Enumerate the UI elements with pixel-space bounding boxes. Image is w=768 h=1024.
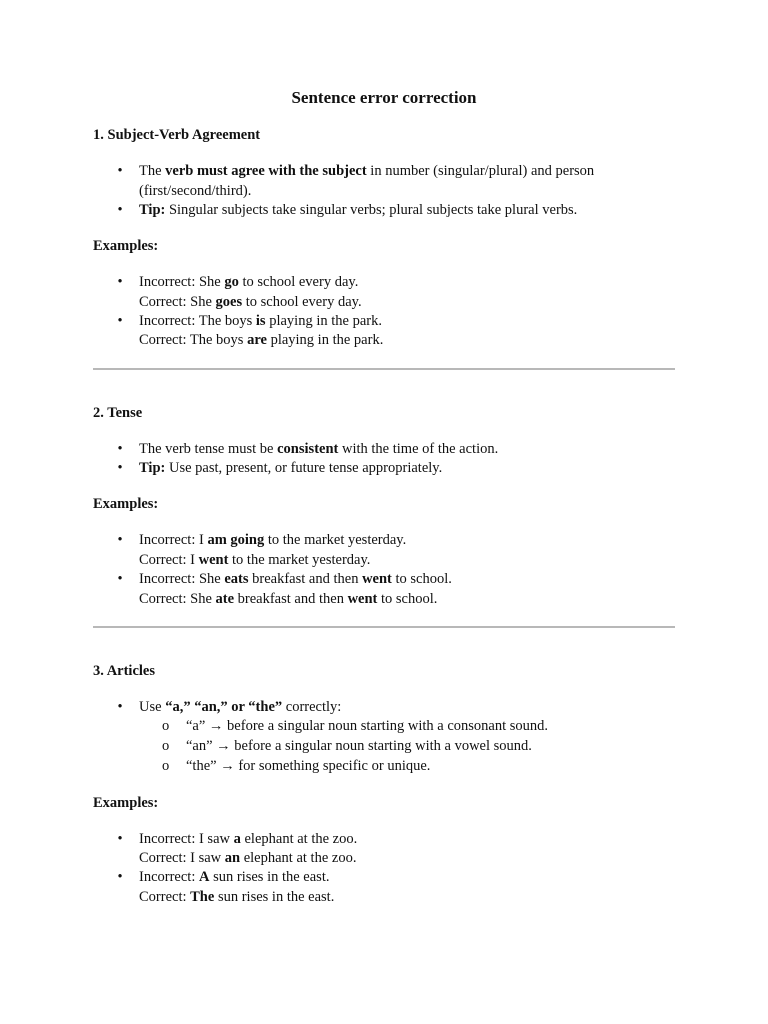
tip-point: Tip: Singular subjects take singular verbs; plural subjects take plural verbs.: [139, 202, 578, 218]
correct-example: Correct: I went to the market yesterday.: [139, 552, 371, 568]
bullet-icon: •: [117, 831, 123, 847]
correct-example: Correct: She ate breakfast and then went to school.: [139, 591, 438, 607]
bullet-icon: •: [117, 571, 123, 587]
page-title: Sentence error correction: [291, 88, 477, 107]
examples-label: Examples:: [93, 238, 159, 254]
bullet-icon: •: [117, 699, 123, 715]
section-heading-subject-verb: 1. Subject-Verb Agreement: [93, 127, 261, 143]
bullet-icon: •: [117, 460, 123, 476]
section-heading-articles: 3. Articles: [93, 663, 156, 679]
correct-example: Correct: The boys are playing in the park.: [139, 332, 384, 348]
correct-example: Correct: The sun rises in the east.: [139, 889, 335, 905]
sub-point: “an” → before a singular noun starting with a vowel sound.: [186, 738, 532, 754]
incorrect-example: Incorrect: I am going to the market yesterday.: [139, 532, 407, 548]
rule-point: The verb tense must be consistent with the time of the action.: [139, 441, 499, 457]
section-heading-tense: 2. Tense: [93, 405, 143, 421]
sub-bullet-icon: o: [162, 758, 170, 774]
tip-point: Tip: Use past, present, or future tense appropriately.: [139, 460, 443, 476]
bullet-icon: •: [117, 313, 123, 329]
sub-bullet-icon: o: [162, 718, 170, 734]
incorrect-example: Incorrect: She eats breakfast and then went to school.: [139, 571, 452, 587]
rule-point: The verb must agree with the subject in number (singular/plural) and person: [139, 163, 595, 179]
bullet-icon: •: [117, 163, 123, 179]
bullet-icon: •: [117, 869, 123, 885]
bullet-icon: •: [117, 274, 123, 290]
correct-example: Correct: She goes to school every day.: [139, 294, 362, 310]
incorrect-example: Incorrect: The boys is playing in the park.: [139, 313, 382, 329]
examples-label: Examples:: [93, 496, 159, 512]
sub-bullet-icon: o: [162, 738, 170, 754]
rule-point: Use “a,” “an,” or “the” correctly:: [139, 699, 342, 715]
incorrect-example: Incorrect: A sun rises in the east.: [139, 869, 330, 885]
examples-label: Examples:: [93, 795, 159, 811]
incorrect-example: Incorrect: I saw a elephant at the zoo.: [139, 831, 358, 847]
sub-point: “the” → for something specific or unique.: [186, 758, 431, 774]
bullet-icon: •: [117, 441, 123, 457]
sub-point: “a” → before a singular noun starting with a consonant sound.: [186, 718, 549, 734]
section-divider: [93, 626, 675, 628]
bullet-icon: •: [117, 532, 123, 548]
bullet-icon: •: [117, 202, 123, 218]
section-divider: [93, 368, 675, 370]
incorrect-example: Incorrect: She go to school every day.: [139, 274, 359, 290]
correct-example: Correct: I saw an elephant at the zoo.: [139, 850, 357, 866]
rule-point-continuation: (first/second/third).: [139, 183, 252, 199]
